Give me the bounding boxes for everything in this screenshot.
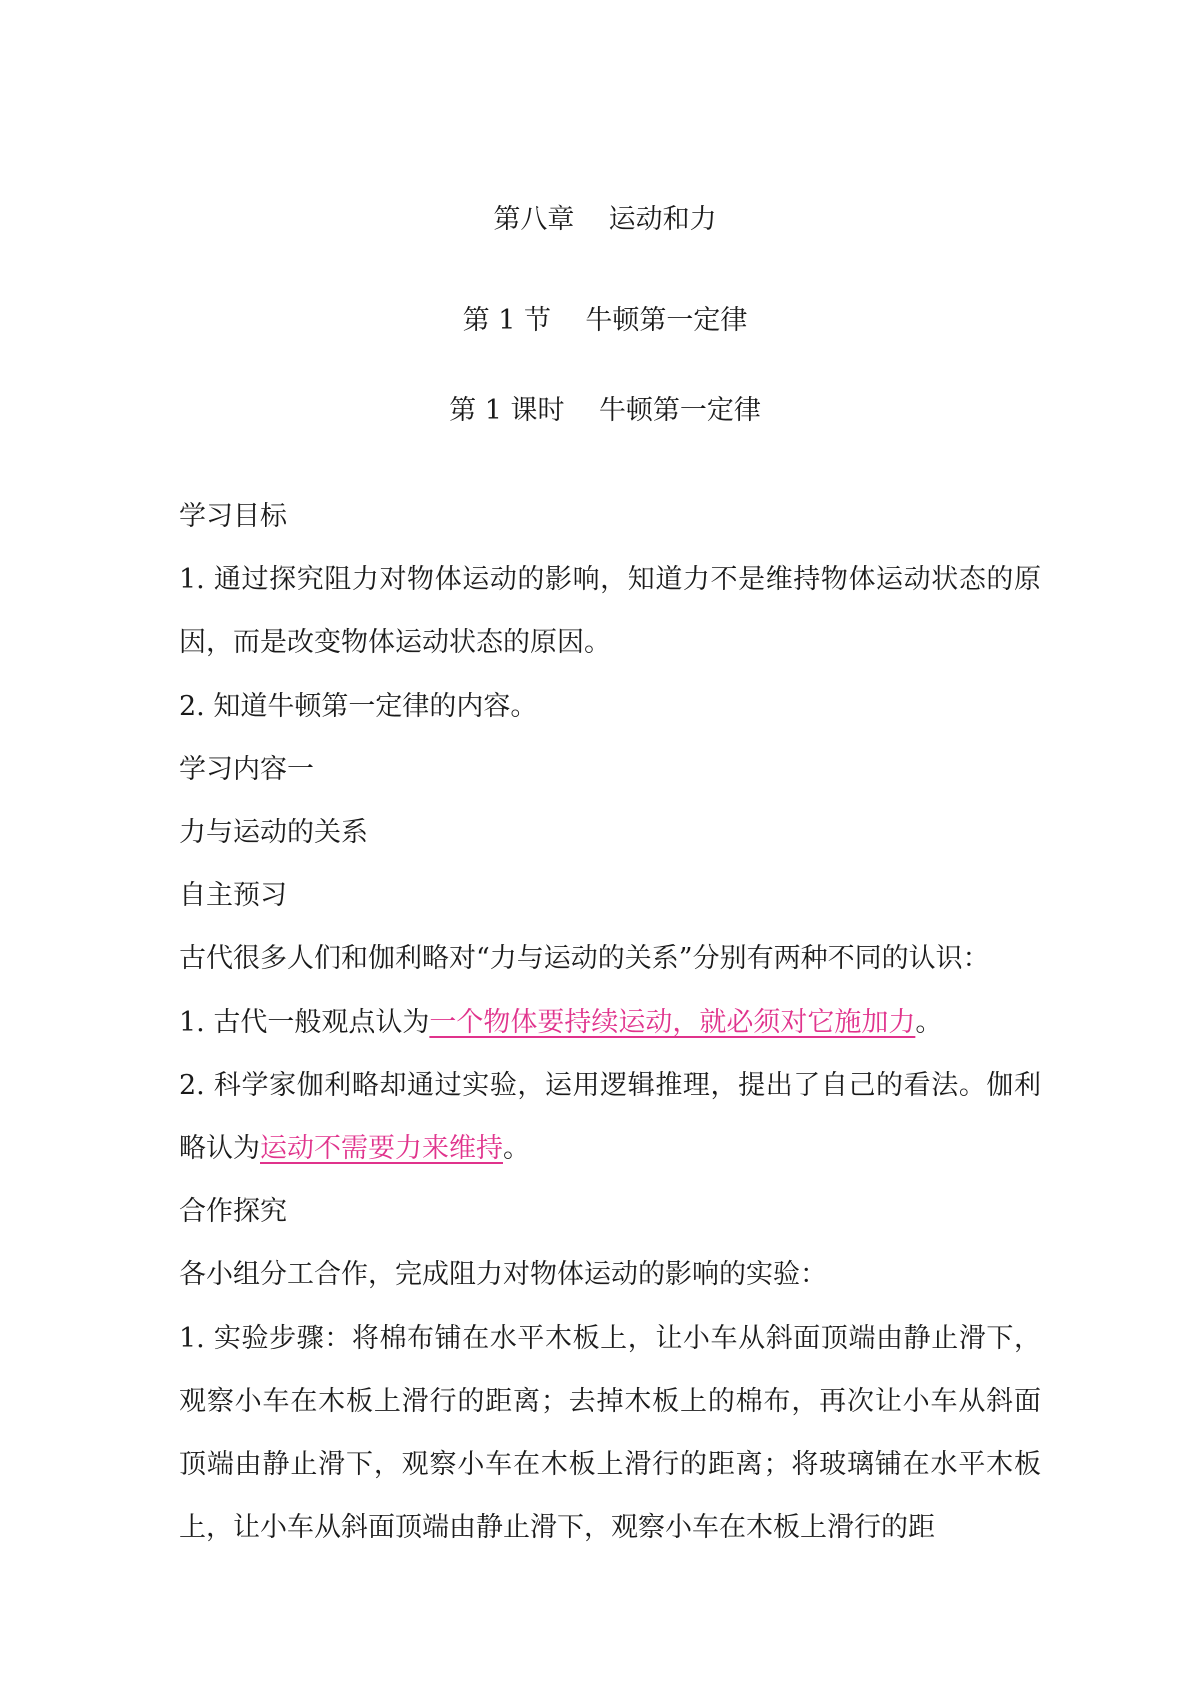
- content1-subheading: 力与运动的关系: [179, 817, 368, 849]
- question-2-answer: 运动不需要力来维持: [260, 1133, 503, 1165]
- question-1-suffix: 。: [915, 1006, 943, 1038]
- preview-question-1: [179, 991, 1041, 1054]
- section-title: 第 1 节 牛顿第一定律: [462, 305, 748, 336]
- coop-heading: 合作探究: [179, 1196, 287, 1228]
- goal-item-1: 1. 通过探究阻力对物体运动的影响，知道力不是维持物体运动状态的原因，而是改变物体运动状态的原因。: [179, 564, 1041, 659]
- preview-intro: 古代很多人们和伽利略对“力与运动的关系”分别有两种不同的认识：: [179, 943, 990, 975]
- question-2-suffix: 。: [503, 1133, 530, 1165]
- lesson-title: 第 1 课时 牛顿第一定律: [449, 395, 761, 426]
- chapter-title: 第八章 运动和力: [493, 204, 717, 235]
- question-1-prefix: 1. 古代一般观点认为: [179, 1006, 430, 1038]
- content1-heading: 学习内容一: [179, 753, 314, 785]
- coop-intro: 各小组分工合作，完成阻力对物体运动的影响的实验：: [179, 1259, 827, 1291]
- goal-item-2: 2. 知道牛顿第一定律的内容。: [179, 690, 538, 722]
- goals-heading: 学习目标: [179, 501, 287, 532]
- preview-question-2: [179, 1054, 1041, 1180]
- question-2-prefix: 2. 科学家伽利略却通过实验，运用逻辑推理，提出了自己的看法。伽利略认为: [179, 1069, 1041, 1165]
- document-body: [179, 485, 1041, 1559]
- experiment-step-1: 1. 实验步骤：将棉布铺在水平木板上，让小车从斜面顶端由静止滑下，观察小车在木板上滑行的距离；去掉木板上的棉布，再次让小车从斜面顶端由静止滑下，观察小车在木板上滑行的距离；将玻璃铺在水平木板上，让小车从斜面顶端由静止滑下，观察小车在木板上滑行的距: [179, 1322, 1041, 1544]
- question-1-answer: 一个物体要持续运动，就必须对它施加力: [429, 1006, 916, 1038]
- preview-heading: 自主预习: [179, 880, 287, 912]
